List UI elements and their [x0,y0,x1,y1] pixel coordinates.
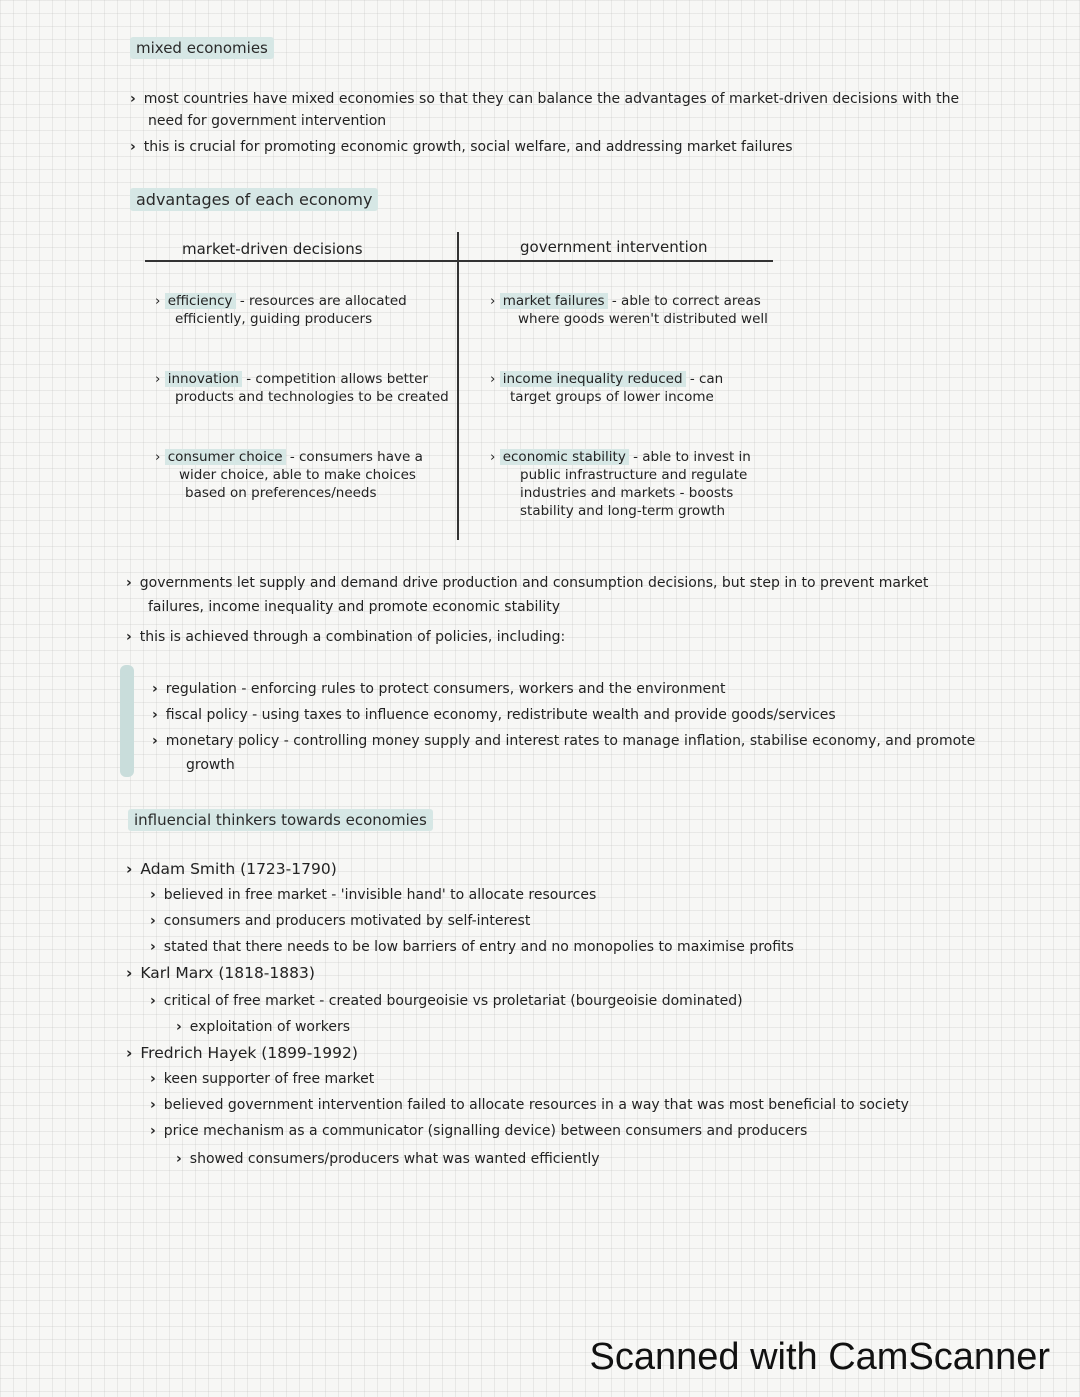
bullet-text: › most countries have mixed economies so that they can balance the advantages of market-driven decisions with the [130,90,959,108]
advantage-income-inequality: › income inequality reduced - can target groups of lower income [490,371,724,405]
marx-point: › critical of free market - created bourgeoisie vs proletariat (bourgeoisie dominated) [150,992,743,1010]
policy-fiscal: › fiscal policy - using taxes to influence economy, redistribute wealth and provide goods/services [152,706,836,724]
highlight-bar [120,665,134,777]
bullet-continuation: need for government intervention [148,113,387,129]
column-header-government: government intervention [520,238,708,256]
thinker-marx: › Karl Marx (1818-1883) [126,964,315,982]
policy-continuation: growth [186,757,235,773]
marx-subpoint: › exploitation of workers [176,1018,350,1036]
smith-point: › consumers and producers motivated by self-interest [150,912,530,930]
advantage-innovation: › innovation - competition allows better products and technologies to be created [155,371,449,405]
advantage-economic-stability: › economic stability - able to invest in public infrastructure and regulate industries and markets - boosts stability and long-term growth [490,449,751,519]
hayek-subpoint: › showed consumers/producers what was wanted efficiently [176,1150,600,1168]
bullet-text: › this is achieved through a combination of policies, including: [126,628,565,646]
bullet-text: › this is crucial for promoting economic growth, social welfare, and addressing market failures [130,138,793,156]
hayek-point: › believed government intervention failed to allocate resources in a way that was most beneficial to society [150,1096,909,1114]
table-vertical-rule [457,232,459,540]
policy-regulation: › regulation - enforcing rules to protect consumers, workers and the environment [152,680,725,698]
thinker-smith: › Adam Smith (1723-1790) [126,860,337,878]
advantage-efficiency: › efficiency - resources are allocated efficiently, guiding producers [155,293,407,327]
bullet-text: › governments let supply and demand drive production and consumption decisions, but step in to prevent market [126,574,928,592]
heading-thinkers: influencial thinkers towards economies [128,810,433,829]
hayek-point: › keen supporter of free market [150,1070,374,1088]
column-header-market: market-driven decisions [182,240,363,258]
thinker-hayek: › Fredrich Hayek (1899-1992) [126,1044,358,1062]
advantage-consumer-choice: › consumer choice - consumers have a wider choice, able to make choices based on preferences/needs [155,449,423,501]
hayek-point: › price mechanism as a communicator (signalling device) between consumers and producers [150,1122,807,1140]
camscanner-watermark: Scanned with CamScanner [589,1336,1050,1378]
policy-monetary: › monetary policy - controlling money supply and interest rates to manage inflation, stabilise economy, and promote [152,732,975,750]
heading-mixed-economies: mixed economies [130,38,274,57]
smith-point: › stated that there needs to be low barriers of entry and no monopolies to maximise profits [150,938,794,956]
table-horizontal-rule [145,260,773,262]
advantage-market-failures: › market failures - able to correct areas where goods weren't distributed well [490,293,768,327]
smith-point: › believed in free market - 'invisible hand' to allocate resources [150,886,596,904]
bullet-continuation: failures, income inequality and promote economic stability [148,599,560,615]
heading-advantages: advantages of each economy [130,190,378,209]
